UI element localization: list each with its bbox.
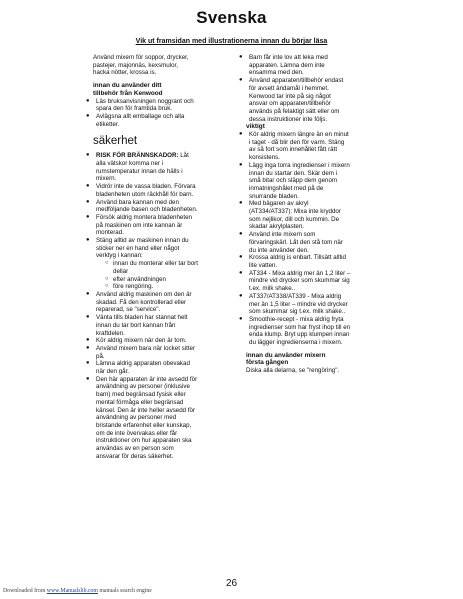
download-footer	[3, 588, 152, 594]
list-item: ● AT337/AT338/AT339 - Mixa aldrig mer än 1,5 liter – mindre vid drycker som skummar sig t.ex. milk shake..	[238, 293, 398, 316]
list-item: ● Vänta tills bladen har stannat helt innan du tar bort kannan från kraftdelen.	[85, 314, 235, 337]
before-use-list	[85, 98, 235, 129]
safety-list	[85, 152, 235, 460]
list-item: ● Läs bruksanvisningen noggrant och spara den för framtida bruk.	[85, 98, 235, 113]
list-item: ● Stäng alltid av maskinen innan du sticker ner en hand eller något verktyg i kannan: ○ innan du monterar eller tar bort dellar ○ efter användningen ○ före rengöring.	[85, 237, 235, 291]
list-item: ● Den här apparaten är inte avsedd för användning av personer (inklusive barn) med begränsad fysisk eller mental förmåga eller begränsad känsel. Den är inte heller avsedd för användning av personer med bristande erfarenhet eller kunskap, om de inte övervakas eller får instruktioner om hur apparaten ska användas av en person som ansvarar för deras säkerhet.	[85, 376, 235, 461]
footer-prefix: Downloaded from	[3, 588, 47, 594]
list-item: ● Lägg inga torra ingredienser i mixern innan du startar den. Skär dem i små bitar och släpp dem genom inmatningshålet med på de snurrande bladen.	[238, 162, 398, 201]
list-item: ● Använd inte mixern som förvaringskärl. Låt den stå tom när du inte använder den.	[238, 231, 398, 254]
sub-list-item: ○ innan du monterar eller tar bort dellar	[105, 260, 235, 275]
first-use-text: Diska alla delarna, se "rengöring".	[246, 367, 340, 375]
left-column	[85, 54, 235, 460]
sub-list-item: ○ efter användningen	[105, 276, 235, 284]
page-subtitle: Vik ut framsidan med illustrationerna innan du börjar läsa	[135, 38, 328, 45]
list-item: ● Barn får inte lov att leka med apparaten. Lämna dem inte ensamma med den.	[238, 54, 398, 77]
list-item: ● Avlägsna allt emballage och alla etiketter.	[85, 113, 235, 128]
heading-before-use: innan du använder ditt tillbehör från Kenwood	[93, 82, 163, 97]
manualslib-link[interactable]: www.Manualslib.com	[46, 588, 98, 594]
list-item: ● AT334 - Mixa aldrig mer än 1,2 liter – mindre vid drycker som skummar sig t.ex. milk shake..	[238, 270, 398, 293]
heading-important: viktigt	[246, 123, 265, 131]
heading-first-use: innan du använder mixern första gången	[246, 351, 326, 367]
list-item: ● Kör aldrig mixern när den är tom.	[85, 337, 235, 345]
list-item: ● Använd aldrig maskinen om den är skadad. Få den kontrollerad eller reparerad, se "service".	[85, 291, 235, 314]
list-item: ● Försök aldrig montera bladenheten på maskinen om inte kannan är monterad.	[85, 214, 235, 237]
list-item: ● Kör aldrig mixern längre än en minut i taget - då blir den för varm. Stäng av så fort som innehållet fått rätt konsistens.	[238, 131, 398, 162]
sub-list-item: ○ före rengöring.	[105, 283, 235, 291]
list-item: ● Använd apparaten/tillbehör endast för avsett ändamål i hemmet. Kenwood tar inte på sig något ansvar om apparaten/tillbehör används på felaktigt sätt eller om dessa instruktioner inte följs.	[238, 77, 398, 123]
usage-list	[238, 54, 398, 123]
important-list	[238, 131, 398, 347]
list-item: ● Lämna aldrig apparaten obevakad när den går.	[85, 360, 235, 375]
list-item: ● Smoothie-recept - mixa aldrig fryta ingredienser som har fryst ihop till en enda klump. Bryt upp klumpen innan du lägger ingredienserna i mixern.	[238, 316, 398, 347]
footer-suffix: manuals search engine	[97, 588, 152, 594]
sub-list	[96, 260, 235, 291]
section-heading-safety: säkerhet	[93, 135, 138, 148]
intro-text: Använd mixern för soppor, drycker, pastejer, majonnäs, kexsmulor, hacka nötter, krossa is.	[93, 54, 189, 77]
right-column	[238, 54, 398, 375]
page-number: 26	[225, 578, 238, 589]
list-item: ● Använd mixern bara när locket sitter på.	[85, 345, 235, 360]
list-item: ● Med bägaren av akryl (AT334/AT337): Mixa inte kryddor som nejlikor, dill och kummin. De skadar akrylplasten.	[238, 200, 398, 231]
list-item: ● Krossa aldrig is enbart. Tillsätt alltid lite vatten.	[238, 254, 398, 269]
page-title: Svenska	[196, 8, 267, 27]
list-item: ● Vidrör inte de vassa bladen. Förvara bladenheten utom räckhåll för barn.	[85, 183, 235, 198]
list-item-burn-risk: ● RISK FÖR BRÄNNSKADOR: Låt alla vätskor komma ner i rumstemperatur innan de hälls i mixern.	[85, 152, 235, 183]
list-item: ● Använd bara kannan med den medföljande basen och bladenheten.	[85, 199, 235, 214]
